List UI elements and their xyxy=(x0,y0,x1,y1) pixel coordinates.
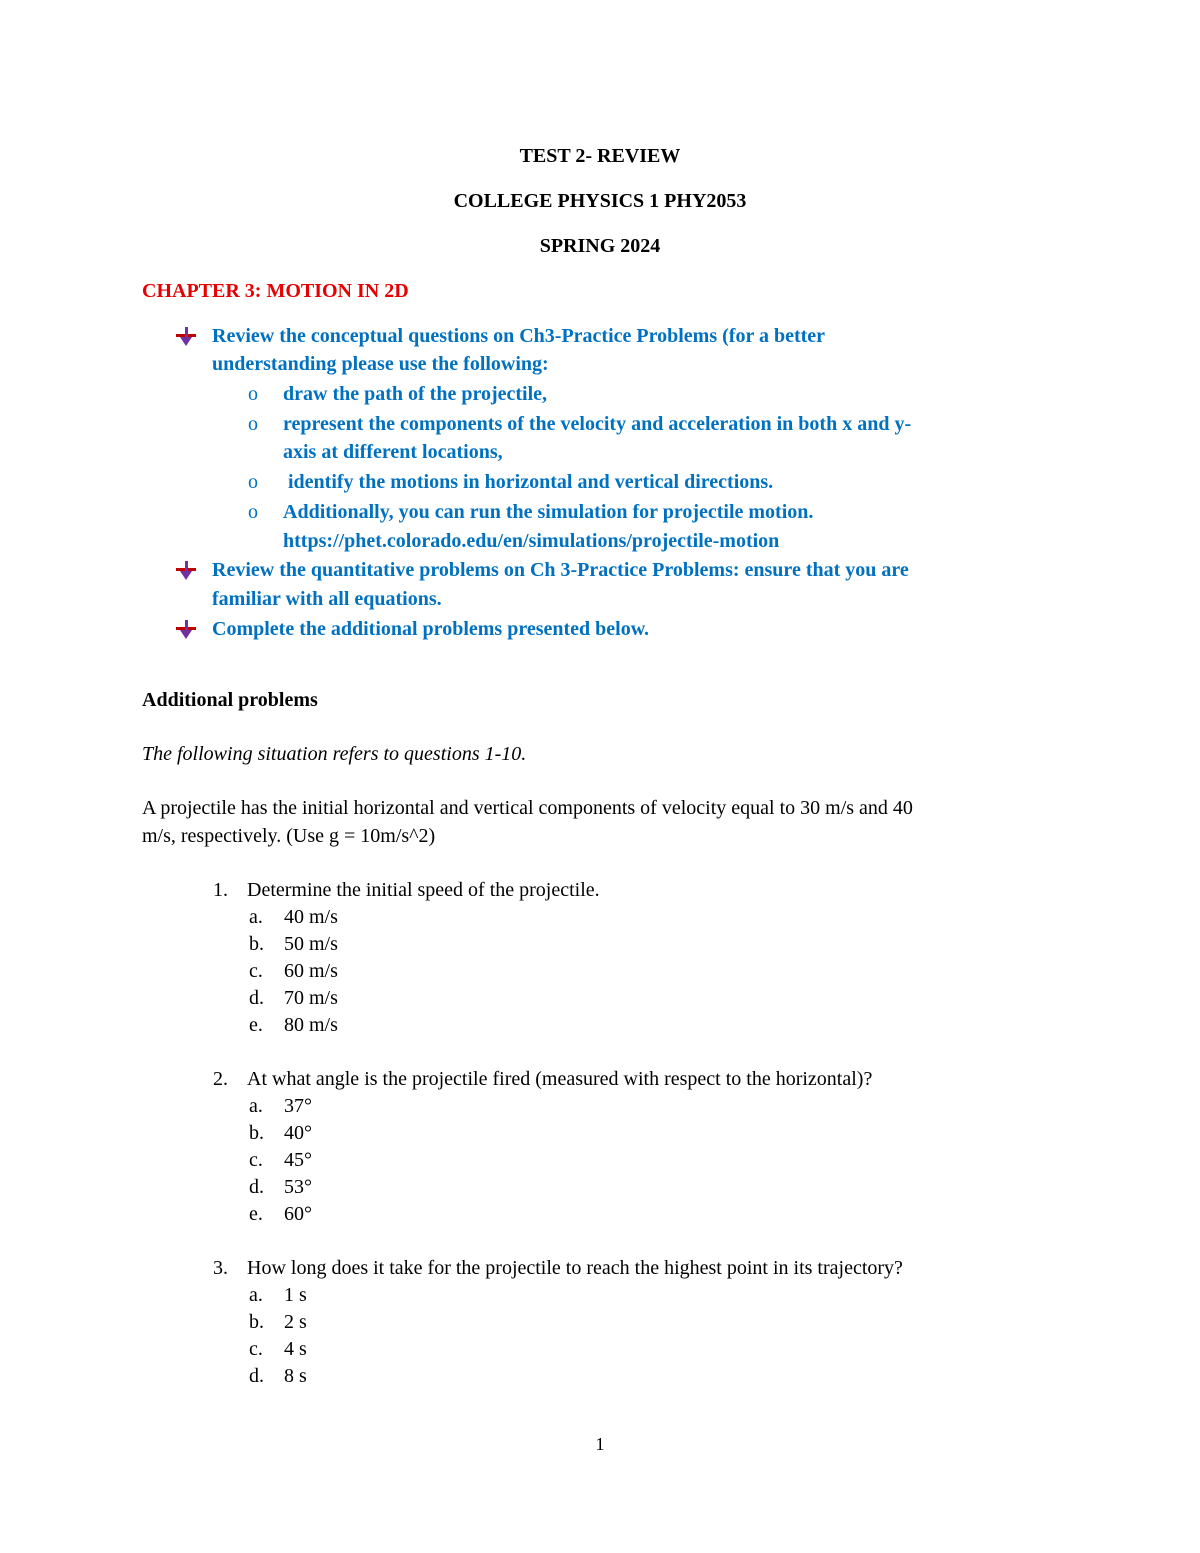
intro-line-1: A projectile has the initial horizontal and vertical components of velocity equal to 30 m/s and 40 xyxy=(142,797,913,819)
option-text: 40 m/s xyxy=(284,906,338,928)
sub-bullet-path: draw the path of the projectile, xyxy=(283,383,548,405)
page-number: 1 xyxy=(595,1434,605,1454)
question-number: 3. xyxy=(213,1257,228,1279)
review-bullet-3: Complete the additional problems presented below. xyxy=(212,618,650,640)
option-text: 8 s xyxy=(284,1365,307,1387)
option-letter: e. xyxy=(249,1014,263,1036)
option-text: 60 m/s xyxy=(284,960,338,982)
option-text: 53° xyxy=(284,1176,312,1198)
question-text: Determine the initial speed of the projectile. xyxy=(247,879,600,901)
term-label: SPRING 2024 xyxy=(539,235,661,257)
option-letter: d. xyxy=(249,987,264,1009)
option-letter: b. xyxy=(249,1311,264,1333)
situation-note: The following situation refers to questions 1-10. xyxy=(142,743,527,765)
intro-line-2: m/s, respectively. (Use g = 10m/s^2) xyxy=(142,825,436,847)
option-text: 37° xyxy=(284,1095,312,1117)
option-text: 1 s xyxy=(284,1284,307,1306)
arrow-bullet-icon xyxy=(176,620,196,640)
option-letter: c. xyxy=(249,960,263,982)
sub-bullet-components-line-2: axis at different locations, xyxy=(283,441,503,463)
sub-bullet-marker: o xyxy=(248,471,258,493)
sub-bullet-marker: o xyxy=(248,383,258,405)
question-number: 2. xyxy=(213,1068,228,1090)
review-bullet-1-line-1: Review the conceptual questions on Ch3-Practice Problems (for a better xyxy=(212,325,826,347)
option-text: 2 s xyxy=(284,1311,307,1333)
chapter-heading: CHAPTER 3: MOTION IN 2D xyxy=(142,280,409,302)
option-letter: a. xyxy=(249,906,263,928)
option-text: 40° xyxy=(284,1122,312,1144)
option-text: 45° xyxy=(284,1149,312,1171)
option-letter: a. xyxy=(249,1095,263,1117)
option-text: 60° xyxy=(284,1203,312,1225)
option-letter: d. xyxy=(249,1176,264,1198)
option-letter: a. xyxy=(249,1284,263,1306)
arrow-bullet-icon xyxy=(176,327,196,347)
option-letter: c. xyxy=(249,1338,263,1360)
review-bullet-1-line-2: understanding please use the following: xyxy=(212,353,549,375)
sub-bullet-motions: identify the motions in horizontal and vertical directions. xyxy=(283,471,774,493)
option-letter: e. xyxy=(249,1203,263,1225)
arrow-bullet-icon xyxy=(176,561,196,581)
sub-bullet-components-line-1: represent the components of the velocity and acceleration in both x and y- xyxy=(283,413,912,435)
option-letter: b. xyxy=(249,933,264,955)
option-letter: b. xyxy=(249,1122,264,1144)
review-bullet-2-line-2: familiar with all equations. xyxy=(212,588,442,610)
option-text: 4 s xyxy=(284,1338,307,1360)
question-number: 1. xyxy=(213,879,228,901)
sub-bullet-marker: o xyxy=(248,501,258,523)
option-letter: d. xyxy=(249,1365,264,1387)
doc-title: TEST 2- REVIEW xyxy=(519,145,681,167)
simulation-link[interactable]: https://phet.colorado.edu/en/simulations/projectile-motion xyxy=(283,530,780,552)
option-text: 80 m/s xyxy=(284,1014,338,1036)
option-letter: c. xyxy=(249,1149,263,1171)
review-bullet-2-line-1: Review the quantitative problems on Ch 3-Practice Problems: ensure that you are xyxy=(212,559,909,581)
sub-bullet-simulation: Additionally, you can run the simulation for projectile motion. xyxy=(283,501,814,523)
question-text: At what angle is the projectile fired (measured with respect to the horizontal)? xyxy=(247,1068,873,1090)
option-text: 70 m/s xyxy=(284,987,338,1009)
question-text: How long does it take for the projectile to reach the highest point in its trajectory? xyxy=(247,1257,903,1279)
sub-bullet-marker: o xyxy=(248,413,258,435)
option-text: 50 m/s xyxy=(284,933,338,955)
additional-heading: Additional problems xyxy=(142,689,318,711)
course-title: COLLEGE PHYSICS 1 PHY2053 xyxy=(453,190,747,212)
